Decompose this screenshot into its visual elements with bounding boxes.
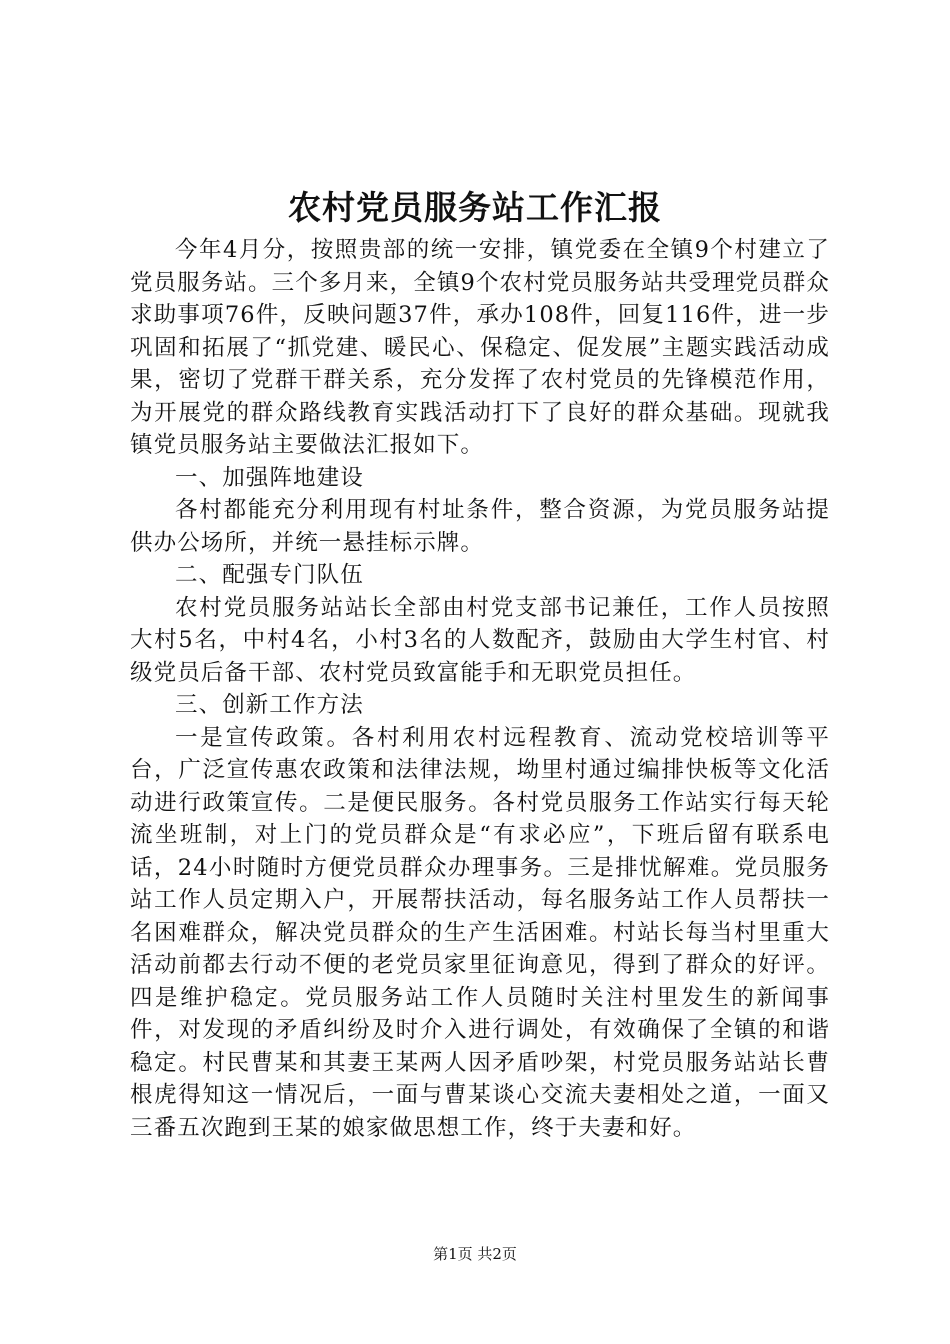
page-number-footer: 第1页 共2页 (433, 1245, 517, 1263)
document-body (130, 234, 830, 1144)
section-heading-3: 三、创新工作方法 (175, 692, 364, 718)
section-paragraph-1: 各村都能充分利用现有村址条件，整合资源，为党员服务站提供办公场所，并统一悬挂标示牌。 (130, 497, 830, 556)
section-heading-1: 一、加强阵地建设 (175, 464, 364, 491)
document-title: 农村党员服务站工作汇报 (288, 188, 662, 227)
section-heading-2: 二、配强专门队伍 (175, 562, 364, 588)
section-paragraph-3: 一是宣传政策。各村利用农村远程教育、流动党校培训等平台，广泛宣传惠农政策和法律法规，坳里村通过编排快板等文化活动进行政策宣传。二是便民服务。各村党员服务工作站实行每天轮流坐班制，对上门的党员群众是“有求必应”，下班后留有联系电话，24小时随时方便党员群众办理事务。三是排忧解难。党员服务站工作人员定期入户，开展帮扶活动，每名服务站工作人员帮扶一名困难群众，解决党员群众的生产生活困难。村站长每当村里重大活动前都去行动不便的老党员家里征询意见，得到了群众的好评。四是维护稳定。党员服务站工作人员随时关注村里发生的新闻事件，对发现的矛盾纠纷及时介入进行调处，有效确保了全镇的和谐稳定。村民曹某和其妻王某两人因矛盾吵架，村党员服务站站长曹根虎得知这一情况后，一面与曹某谈心交流夫妻相处之道，一面又三番五次跑到王某的娘家做思想工作，终于夫妻和好。 (130, 724, 830, 1141)
intro-paragraph: 今年4月分，按照贵部的统一安排，镇党委在全镇9个村建立了党员服务站。三个多月来，全镇9个农村党员服务站共受理党员群众求助事项76件，反映问题37件，承办108件，回复116件，进一步巩固和拓展了“抓党建、暖民心、保稳定、促发展”主题实践活动成果，密切了党群干群关系，充分发挥了农村党员的先锋模范作用，为开展党的群众路线教育实践活动打下了良好的群众基础。现就我镇党员服务站主要做法汇报如下。 (130, 237, 830, 458)
section-paragraph-2: 农村党员服务站站长全部由村党支部书记兼任，工作人员按照大村5名，中村4名，小村3名的人数配齐，鼓励由大学生村官、村级党员后备干部、农村党员致富能手和无职党员担任。 (130, 594, 830, 686)
